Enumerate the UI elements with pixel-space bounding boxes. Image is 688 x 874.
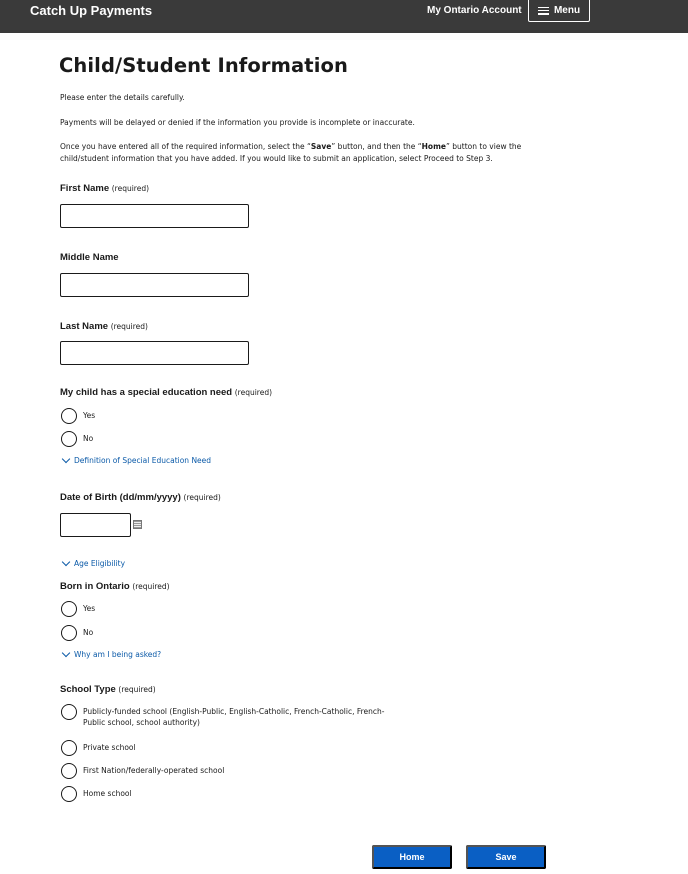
special-ed-no-label: No bbox=[83, 434, 94, 443]
born-ontario-no-option[interactable] bbox=[61, 625, 93, 641]
special-ed-definition-expander[interactable] bbox=[63, 456, 211, 465]
first-name-label-text: First Name bbox=[60, 183, 110, 194]
required-marker: (required) bbox=[110, 322, 148, 331]
special-ed-yes-option[interactable] bbox=[61, 408, 95, 424]
last-name-input[interactable] bbox=[60, 341, 249, 365]
special-ed-label-text: My child has a special education need bbox=[60, 387, 233, 398]
school-type-public-label: Publicly-funded school (English-Public, English-Catholic, French-Catholic, French-Public school, school authority) bbox=[83, 707, 385, 727]
school-type-label bbox=[60, 684, 156, 695]
intro-home-word: Home bbox=[421, 142, 446, 151]
special-ed-no-option[interactable] bbox=[61, 431, 93, 447]
dob-label bbox=[60, 492, 221, 503]
age-eligibility-label: Age Eligibility bbox=[74, 559, 126, 568]
hamburger-icon bbox=[538, 7, 549, 15]
intro-text-2: Payments will be delayed or denied if the information you provide is incomplete or inaccurate. bbox=[60, 118, 415, 127]
intro-text-3-part-a: Once you have entered all of the required information, select the “ bbox=[60, 142, 311, 151]
calendar-icon[interactable] bbox=[133, 520, 142, 529]
special-ed-no-radio[interactable] bbox=[61, 431, 77, 447]
school-type-first-nation-radio[interactable] bbox=[61, 763, 77, 779]
born-ontario-yes-radio[interactable] bbox=[61, 601, 77, 617]
required-marker: (required) bbox=[111, 184, 150, 193]
school-type-private-radio[interactable] bbox=[61, 740, 77, 756]
required-marker: (required) bbox=[234, 388, 273, 397]
intro-text-1: Please enter the details carefully. bbox=[60, 93, 185, 102]
born-ontario-no-label: No bbox=[83, 628, 94, 637]
school-type-private-option[interactable] bbox=[61, 740, 136, 756]
dob-label-text: Date of Birth (dd/mm/yyyy) bbox=[60, 492, 181, 503]
why-asked-label: Why am I being asked? bbox=[74, 650, 162, 659]
school-type-first-nation-label: First Nation/federally-operated school bbox=[83, 766, 225, 775]
chevron-down-icon bbox=[62, 649, 70, 657]
required-marker: (required) bbox=[132, 582, 170, 591]
middle-name-label bbox=[60, 252, 119, 263]
page-title: Child/Student Information bbox=[59, 54, 348, 77]
dob-input[interactable] bbox=[60, 513, 131, 537]
save-button[interactable]: Save bbox=[466, 845, 546, 869]
chevron-down-icon bbox=[62, 455, 70, 463]
intro-save-word: Save bbox=[310, 142, 332, 151]
intro-text-3-part-b: ” button, and then the “ bbox=[331, 142, 422, 151]
top-bar bbox=[0, 0, 688, 33]
home-button[interactable]: Home bbox=[372, 845, 452, 869]
app-title[interactable]: Catch Up Payments bbox=[30, 3, 153, 18]
why-asked-expander[interactable] bbox=[63, 650, 161, 659]
age-eligibility-expander[interactable] bbox=[63, 559, 125, 568]
school-type-label-text: School Type bbox=[60, 684, 116, 695]
school-type-public-option[interactable] bbox=[61, 704, 388, 728]
middle-name-label-text: Middle Name bbox=[60, 252, 119, 263]
last-name-label-text: Last Name bbox=[60, 321, 109, 332]
born-ontario-no-radio[interactable] bbox=[61, 625, 77, 641]
special-ed-yes-radio[interactable] bbox=[61, 408, 77, 424]
first-name-input[interactable] bbox=[60, 204, 249, 228]
school-type-first-nation-option[interactable] bbox=[61, 763, 224, 779]
special-ed-definition-label: Definition of Special Education Need bbox=[74, 456, 212, 465]
last-name-label bbox=[60, 321, 148, 332]
menu-button[interactable] bbox=[528, 0, 590, 22]
school-type-public-radio[interactable] bbox=[61, 704, 77, 720]
first-name-label bbox=[60, 183, 149, 194]
required-marker: (required) bbox=[183, 493, 221, 502]
born-ontario-label-text: Born in Ontario bbox=[60, 581, 130, 592]
special-ed-yes-label: Yes bbox=[83, 411, 96, 420]
born-ontario-label bbox=[60, 581, 170, 592]
born-ontario-yes-option[interactable] bbox=[61, 601, 95, 617]
menu-button-label: Menu bbox=[553, 5, 581, 16]
middle-name-input[interactable] bbox=[60, 273, 249, 297]
born-ontario-yes-label: Yes bbox=[83, 604, 96, 613]
school-type-private-label: Private school bbox=[83, 743, 136, 752]
special-ed-label bbox=[60, 387, 272, 398]
school-type-home-label: Home school bbox=[83, 789, 132, 798]
school-type-home-radio[interactable] bbox=[61, 786, 77, 802]
intro-text-3 bbox=[60, 141, 570, 165]
school-type-home-option[interactable] bbox=[61, 786, 132, 802]
required-marker: (required) bbox=[118, 685, 156, 694]
chevron-down-icon bbox=[62, 558, 70, 566]
my-account-link[interactable]: My Ontario Account bbox=[427, 5, 522, 16]
intro-text-3-part-c: ” button to view the child/student information that you have added. If you would like to submit an application, select Proceed to Step 3. bbox=[60, 142, 522, 163]
